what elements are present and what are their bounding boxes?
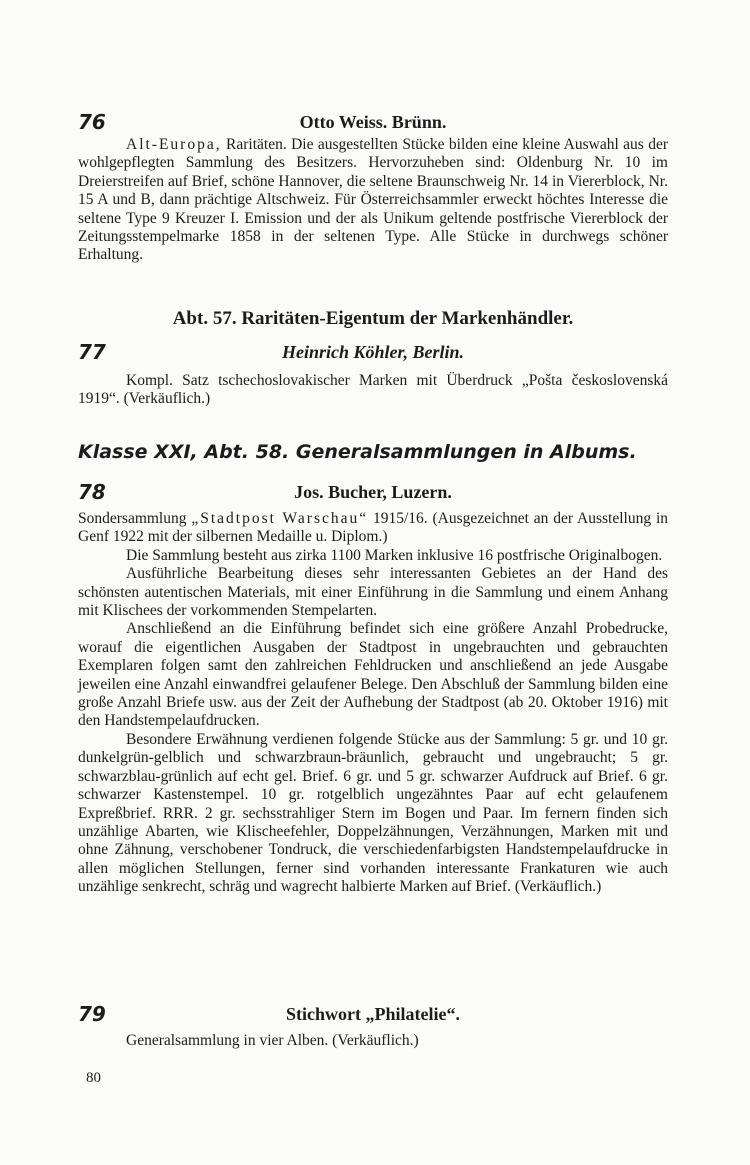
paragraph: Ausführliche Bearbeitung dieses sehr interessanten Gebietes an der Hand des schönsten autentischen Materials, mit einer Einführung in die Sammlung und einem Anhang mit Klischees der vorkommenden Stempelarten. xyxy=(78,565,668,620)
paragraph: Die Sammlung besteht aus zirka 1100 Marken inklusive 16 postfrische Originalbogen. xyxy=(126,546,663,564)
class-heading: Klasse XXI, Abt. 58. Generalsammlungen in Albums. xyxy=(78,441,637,463)
exhibitor-name: Jos. Bucher, Luzern. xyxy=(294,482,452,502)
entry-lead: Alt-Europa, xyxy=(126,136,222,153)
section-heading: Abt. 57. Raritäten-Eigentum der Markenhändler. xyxy=(172,308,574,329)
entry-number: 78 xyxy=(78,480,106,504)
collection-name: „Stadtpost Warschau“ xyxy=(191,510,369,527)
entry-78-description xyxy=(78,510,668,897)
entry-79-description: Generalsammlung in vier Alben. (Verkäuflich.) xyxy=(126,1032,419,1049)
entry-79-header xyxy=(78,1000,668,1032)
exhibitor-name: Stichwort „Philatelie“. xyxy=(286,1004,460,1024)
entry-76-description xyxy=(78,136,668,265)
entry-77-description: Kompl. Satz tschechoslovakischer Marken mit Überdruck „Pošta československá 1919“. (Verkäuflich.) xyxy=(78,372,668,408)
entry-number: 77 xyxy=(78,340,106,364)
exhibitor-name: Heinrich Köhler, Berlin. xyxy=(281,342,465,362)
text-run: 1915/16. (Ausgezeichnet an der Ausstellung in Genf 1922 mit der silbernen Medaille u. Diplom.) xyxy=(78,510,669,546)
entry-77-header xyxy=(78,338,668,370)
paragraph: Anschließend an die Einführung befindet sich eine größere Anzahl Probedrucke, worauf die eigentlichen Ausgaben der Stadtpost in ungebrauchten und gebrauchten Exemplaren folgen samt den zahlreichen Fehldrucken und anschließend an jede Ausgabe jeweilen eine Anzahl einwandfrei gelaufener Belege. Den Abschluß der Sammlung bilden eine große Anzahl Briefe usw. aus der Zeit der Aufhebung der Stadtpost (ab 20. Oktober 1916) mit den Handstempelaufdrucken. xyxy=(78,620,668,730)
exhibitor-name: Otto Weiss. Brünn. xyxy=(299,112,447,132)
entry-number: 76 xyxy=(78,110,106,134)
paragraph: Besondere Erwähnung verdienen folgende Stücke aus der Sammlung: 5 gr. und 10 gr. dunkelgrün-gelblich und schwarzbraun-bräunlich, gebraucht und ungebraucht; 5 gr. schwarzblau-grünlich auf echt gel. Brief. 6 gr. und 5 gr. schwarzer Aufdruck auf Brief. 6 gr. schwarzer Kastenstempel. 10 gr. rotgelblich ungezähntes Paar auf echt gelaufenem Expreßbrief. RRR. 2 gr. sechsstrahliger Stern im Bogen und Paar. Im fernern finden sich unzählige Abarten, wie Klischeefehler, Doppelzähnungen, Verzähnungen, Marken mit und ohne Zähnung, verschobener Tondruck, die verschiedenfarbigsten Handstempelaufdrucke in allen möglichen Stellungen, ferner sind vorhanden interessante Frankaturen wie auch unzählige senkrecht, schräg und wagrecht halbierte Marken auf Brief. (Verkäuflich.) xyxy=(78,730,668,896)
book-page xyxy=(78,0,668,1165)
entry-number: 79 xyxy=(78,1002,106,1026)
paragraph xyxy=(78,510,668,547)
entry-78-header xyxy=(78,478,668,510)
page-number: 80 xyxy=(86,1070,101,1086)
text-run: Sondersammlung xyxy=(78,510,187,527)
entry-text: Raritäten. Die ausgestellten Stücke bilden eine kleine Auswahl aus der wohlgepflegten Sammlung des Besitzers. Hervorzuheben sind: Oldenburg Nr. 10 im Dreierstreifen auf Brief, schöne Hannover, die seltene Braunschweig Nr. 14 in Viererblock, Nr. 15 A und B, dann prächtige Altschweiz. Für Österreichsammler erweckt höchtes Interesse die seltene Type 9 Kreuzer I. Emission und der als Unikum geltende postfrische Viererblock der Zeitungsstempelmarke 1858 in der seltenen Type. Alle Stücke in durchwegs schöner Erhaltung. xyxy=(78,136,668,264)
